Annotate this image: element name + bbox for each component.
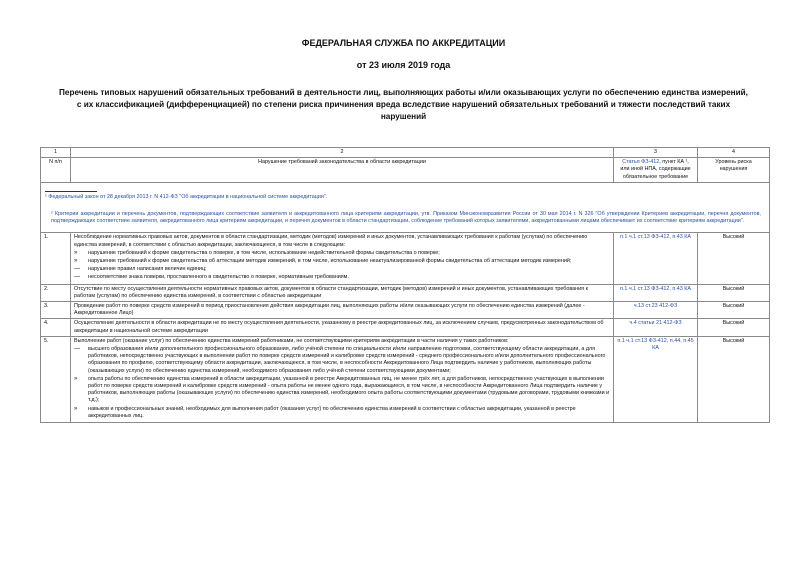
- list-item: [74, 346, 610, 375]
- agency-name: ФЕДЕРАЛЬНАЯ СЛУЖБА ПО АККРЕДИТАЦИИ: [301, 38, 506, 48]
- footnote-2[interactable]: ² Критерии аккредитации и перечень документов, подтверждающих соответствие заявителя и аккредитованного лица критериям аккредитации, утв. Приказом Минэкономразвития России от 30 мая 2014 г. N 326 "Об утверждении Критериев аккредитации, перечня документов, подтверждающих соответствие заявителя, аккредитованного лица критериям аккредитации, и перечня документов в области стандартизации, соблюдение требований которых заявителями, аккредитованными лицами обеспечивает их соответствие критериям аккредитации".: [51, 211, 761, 225]
- row-number: 1.: [41, 233, 71, 284]
- law-link[interactable]: Статья ФЗ-412: [622, 159, 660, 166]
- row-law-reference[interactable]: п.1 ч.1 ст.13 ФЗ-412, п.43 КА: [614, 233, 698, 284]
- document-title: Перечень типовых нарушений обязательных требований в деятельности лиц, выполняющих работы и/или оказывающих услуги по обеспечению единства измерений, с их классификацией (дифференциацией) по степени риска причинения вреда вследствие нарушений обязательных требований и тяжести последствий таких нарушений: [59, 88, 748, 121]
- list-item-text: опыта работы по обеспечению единства измерений в области аккредитации, указанной в реестре Аккредитованных лиц, не менее трёх лет, а для работников, непосредственно участвующих в выполнении работ по поверке средств измерений и калибровке средств измерений - опыта работы не менее одного года, выражающиеся, в том числе, в неспособности Аккредитованного Лица подтвердить наличие у работников, выполняющих работы (оказывающих услуги) по обеспечению единства измерений, необходимого опыта работы соответствующими документами (трудовыми договорами, трудовыми книжками и т.д.);: [88, 375, 610, 404]
- header-level: Уровень риска нарушения: [698, 158, 770, 183]
- row-risk-level: Высокий: [698, 336, 770, 422]
- document-date: от 23 июля 2019 года: [356, 60, 451, 70]
- row-violation: Осуществление деятельности в области аккредитации не по месту осуществления деятельности, указанному в реестре аккредитованных лиц, за исключением случаев, предусмотренных законодательством об аккредитации в национальной системе аккредитации: [71, 319, 614, 336]
- table-row: [41, 233, 770, 284]
- list-item-text: высшего образования и/или дополнительного профессионального образования, либо учёной степени по специальности и/или направлению подготовки, соответствующему области аккредитации, а для работников, непосредственно участвующих в выполнении работ по поверке средств измерений и калибровке средств измерений - среднего профессионального и/или дополнительного профессионального образования по профилю, соответствующему области аккредитации, заключающееся, в том числе, в неспособности Аккредитованного Лица подтвердить наличие у работников, выполняющих работы (оказывающих услуги) по обеспечению единства измерений, необходимого образования либо учёной степени соответствующими документами;: [88, 346, 606, 374]
- list-item-text: нарушение требований к форме свидетельства об аттестации методик измерений, в том числе, использование неактуализированной формы свидетельства об аттестации методик измерений;: [88, 258, 572, 265]
- list-item-text: несоответствие знака поверки, проставленного в свидетельство о поверке, нормативным требованиям.: [88, 274, 349, 281]
- footnote-separator: [45, 191, 97, 192]
- law-header-rest: , пункт КА ¹, или иной НПА, содержащие обязательное требование: [620, 159, 691, 180]
- row-violation: Отсутствие по месту осуществления деятельности нормативных правовых актов, документов в области стандартизации, методик (методов) измерений и иных документов, устанавливающих требования к работам (услугам) по обеспечению единства измерений, в соответствии с областью аккредитации: [71, 284, 614, 301]
- table-row: [41, 336, 770, 422]
- row-number: 4.: [41, 319, 71, 336]
- row-number: 3.: [41, 302, 71, 319]
- row-number: 2.: [41, 284, 71, 301]
- list-item: [74, 406, 610, 420]
- bullet-icon: —: [74, 266, 80, 273]
- col-number-3: 3: [614, 148, 698, 158]
- col-number-2: 2: [71, 148, 614, 158]
- table-row: [41, 319, 770, 336]
- bullet-icon: —: [74, 274, 80, 281]
- list-item: [74, 376, 610, 405]
- header-row: [41, 158, 770, 183]
- row-risk-level: Высокий: [698, 233, 770, 284]
- row-risk-level: Высокий: [698, 284, 770, 301]
- row-law-reference[interactable]: п.1 ч.1 ст.13 ФЗ-412, п.44, п.45 КА: [614, 336, 698, 422]
- list-item: [74, 266, 610, 273]
- list-item-text: навыков и профессиональных знаний, необходимых для выполнения работ (оказания услуг) по обеспечению единства измерений в соответствии с областью аккредитации, указанной в реестре аккредитованных лиц.: [88, 405, 576, 419]
- footnotes-row: [41, 182, 770, 233]
- row-law-reference[interactable]: п.1 ч.1 ст.13 ФЗ-412, п.43 КА: [614, 284, 698, 301]
- violation-text: Выполнение работ (оказание услуг) по обеспечению единства измерений работниками, не соответствующими критериям аккредитации в части наличия у таких работников:: [74, 337, 509, 344]
- col-number-1: 1: [41, 148, 71, 158]
- violation-text: Несоблюдение нормативных правовых актов, документов в области стандартизации, методик (методов) измерений и иных документов, устанавливающих требования к работам (услугам) по обеспечению единства измерений, в соответствии с областью аккредитации, заключающееся, в том числе в следующем:: [74, 234, 588, 248]
- table-row: [41, 302, 770, 319]
- bullet-icon: —: [74, 346, 80, 353]
- list-item: [74, 258, 610, 265]
- violations-table: [40, 147, 770, 423]
- row-violation: Проведение работ по поверке средств измерений в период приостановления действия аккредитации лиц, выполняющих работы и/или оказывающих услуги по обеспечению единства измерений (далее - Аккредитованное Лицо): [71, 302, 614, 319]
- header-law: [614, 158, 698, 183]
- row-risk-level: Высокий: [698, 302, 770, 319]
- list-item: [74, 250, 610, 257]
- column-number-row: [41, 148, 770, 158]
- list-item-text: нарушение требований к форме свидетельства о поверке, в том числе, использование недействительной формы свидетельства о поверке;: [88, 249, 440, 256]
- list-item-text: нарушение правил написания величин единиц;: [88, 266, 207, 273]
- row-violation: [71, 336, 614, 422]
- bullet-icon: »: [74, 405, 78, 412]
- bullet-icon: »: [74, 249, 78, 256]
- bullet-icon: »: [74, 258, 78, 265]
- row-law-reference[interactable]: ч.13 ст.23 412-ФЗ: [614, 302, 698, 319]
- footnote-1[interactable]: ¹ Федеральный закон от 28 декабря 2013 г. N 412-ФЗ "Об аккредитации в национальной системе аккредитации".: [45, 193, 328, 200]
- row-number: 5.: [41, 336, 71, 422]
- col-number-4: 4: [698, 148, 770, 158]
- header-violation: Нарушение требований законодательства в области аккредитации: [71, 158, 614, 183]
- bullet-icon: »: [74, 375, 78, 382]
- list-item: [74, 274, 610, 281]
- row-risk-level: Высокий: [698, 319, 770, 336]
- table-row: [41, 284, 770, 301]
- header-num: N п/п: [41, 158, 71, 183]
- row-violation: [71, 233, 614, 284]
- row-law-reference[interactable]: ч.4 статьи 21 412-ФЗ: [614, 319, 698, 336]
